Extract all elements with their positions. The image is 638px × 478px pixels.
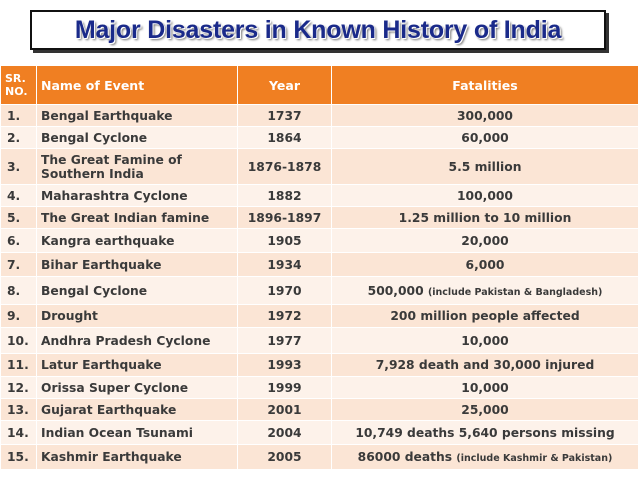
- cell-fatalities: [332, 105, 638, 127]
- cell-fatalities: [332, 445, 638, 470]
- cell-fatalities: [332, 399, 638, 421]
- cell-event-name: Bengal Earthquake: [37, 105, 238, 127]
- cell-sr-no: 15.: [1, 445, 37, 470]
- cell-fatalities: [332, 149, 638, 185]
- fatalities-value: 10,000: [461, 333, 509, 348]
- cell-fatalities: [332, 253, 638, 277]
- table-header-row: [1, 66, 638, 105]
- cell-sr-no: 9.: [1, 305, 37, 328]
- table-row: [1, 185, 638, 207]
- cell-year: 1972: [238, 305, 332, 328]
- table-row: [1, 445, 638, 470]
- cell-event-name: Indian Ocean Tsunami: [37, 421, 238, 445]
- table-row: [1, 399, 638, 421]
- fatalities-value: 10,000: [461, 380, 509, 395]
- title-box: [30, 10, 606, 50]
- cell-sr-no: 1.: [1, 105, 37, 127]
- cell-year: 1882: [238, 185, 332, 207]
- table-row: [1, 229, 638, 253]
- cell-event-name: Kangra earthquake: [37, 229, 238, 253]
- header-year: Year: [238, 66, 332, 105]
- cell-event-name: Gujarat Earthquake: [37, 399, 238, 421]
- cell-fatalities: [332, 185, 638, 207]
- cell-year: 2001: [238, 399, 332, 421]
- table-row: [1, 105, 638, 127]
- cell-event-name: Orissa Super Cyclone: [37, 377, 238, 399]
- cell-year: 1864: [238, 127, 332, 149]
- cell-year: 1737: [238, 105, 332, 127]
- table-row: [1, 377, 638, 399]
- cell-sr-no: 6.: [1, 229, 37, 253]
- cell-sr-no: 10.: [1, 328, 37, 354]
- cell-event-name: Maharashtra Cyclone: [37, 185, 238, 207]
- cell-fatalities: [332, 377, 638, 399]
- cell-event-name: Bengal Cyclone: [37, 277, 238, 305]
- header-fatalities: Fatalities: [332, 66, 638, 105]
- fatalities-value: 1.25 million to 10 million: [398, 210, 572, 225]
- cell-sr-no: 4.: [1, 185, 37, 207]
- fatalities-value: 5.5 million: [448, 159, 522, 174]
- fatalities-value: 500,000: [367, 283, 424, 298]
- table-row: [1, 207, 638, 229]
- fatalities-value: 86000 deaths: [357, 450, 453, 464]
- cell-year: 1999: [238, 377, 332, 399]
- cell-fatalities: [332, 229, 638, 253]
- table-row: [1, 127, 638, 149]
- cell-year: 1876-1878: [238, 149, 332, 185]
- cell-event-name: Andhra Pradesh Cyclone: [37, 328, 238, 354]
- cell-fatalities: [332, 305, 638, 328]
- fatalities-value: 60,000: [461, 130, 509, 145]
- cell-sr-no: 7.: [1, 253, 37, 277]
- cell-year: 1970: [238, 277, 332, 305]
- cell-sr-no: 3.: [1, 149, 37, 185]
- cell-event-name: Kashmir Earthquake: [37, 445, 238, 470]
- disasters-table: [0, 65, 638, 470]
- table-row: [1, 354, 638, 377]
- header-name-of-event: Name of Event: [37, 66, 238, 105]
- fatalities-value: 25,000: [461, 402, 509, 417]
- fatalities-value: 100,000: [456, 188, 513, 203]
- cell-year: 2004: [238, 421, 332, 445]
- page-title: Major Disasters in Known History of India: [74, 15, 562, 44]
- cell-sr-no: 13.: [1, 399, 37, 421]
- cell-event-name: Drought: [37, 305, 238, 328]
- fatalities-value: 20,000: [461, 233, 509, 248]
- fatalities-value: 7,928 death and 30,000 injured: [375, 358, 595, 372]
- cell-fatalities: [332, 207, 638, 229]
- cell-event-name: Bihar Earthquake: [37, 253, 238, 277]
- cell-fatalities: [332, 328, 638, 354]
- cell-year: 1934: [238, 253, 332, 277]
- fatalities-note: (include Kashmir & Pakistan): [456, 453, 613, 464]
- cell-sr-no: 14.: [1, 421, 37, 445]
- cell-fatalities: [332, 127, 638, 149]
- cell-year: 1977: [238, 328, 332, 354]
- cell-fatalities: [332, 354, 638, 377]
- cell-year: 2005: [238, 445, 332, 470]
- table-row: [1, 328, 638, 354]
- cell-sr-no: 11.: [1, 354, 37, 377]
- cell-event-name: Latur Earthquake: [37, 354, 238, 377]
- cell-sr-no: 8.: [1, 277, 37, 305]
- table-row: [1, 253, 638, 277]
- cell-sr-no: 5.: [1, 207, 37, 229]
- cell-event-name: The Great Indian famine: [37, 207, 238, 229]
- table-row: [1, 421, 638, 445]
- cell-year: 1993: [238, 354, 332, 377]
- cell-sr-no: 2.: [1, 127, 37, 149]
- cell-event-name: The Great Famine of Southern India: [37, 149, 238, 185]
- cell-year: 1896-1897: [238, 207, 332, 229]
- fatalities-value: 10,749 deaths 5,640 persons missing: [355, 425, 615, 440]
- header-sr-no: SR. NO.: [1, 66, 37, 105]
- fatalities-value: 300,000: [456, 108, 513, 123]
- cell-sr-no: 12.: [1, 377, 37, 399]
- cell-fatalities: [332, 421, 638, 445]
- cell-fatalities: [332, 277, 638, 305]
- fatalities-value: 6,000: [465, 257, 505, 272]
- table-row: [1, 305, 638, 328]
- fatalities-value: 200 million people affected: [390, 309, 580, 323]
- table-row: [1, 149, 638, 185]
- cell-year: 1905: [238, 229, 332, 253]
- table-row: [1, 277, 638, 305]
- cell-event-name: Bengal Cyclone: [37, 127, 238, 149]
- fatalities-note: (include Pakistan & Bangladesh): [427, 286, 603, 298]
